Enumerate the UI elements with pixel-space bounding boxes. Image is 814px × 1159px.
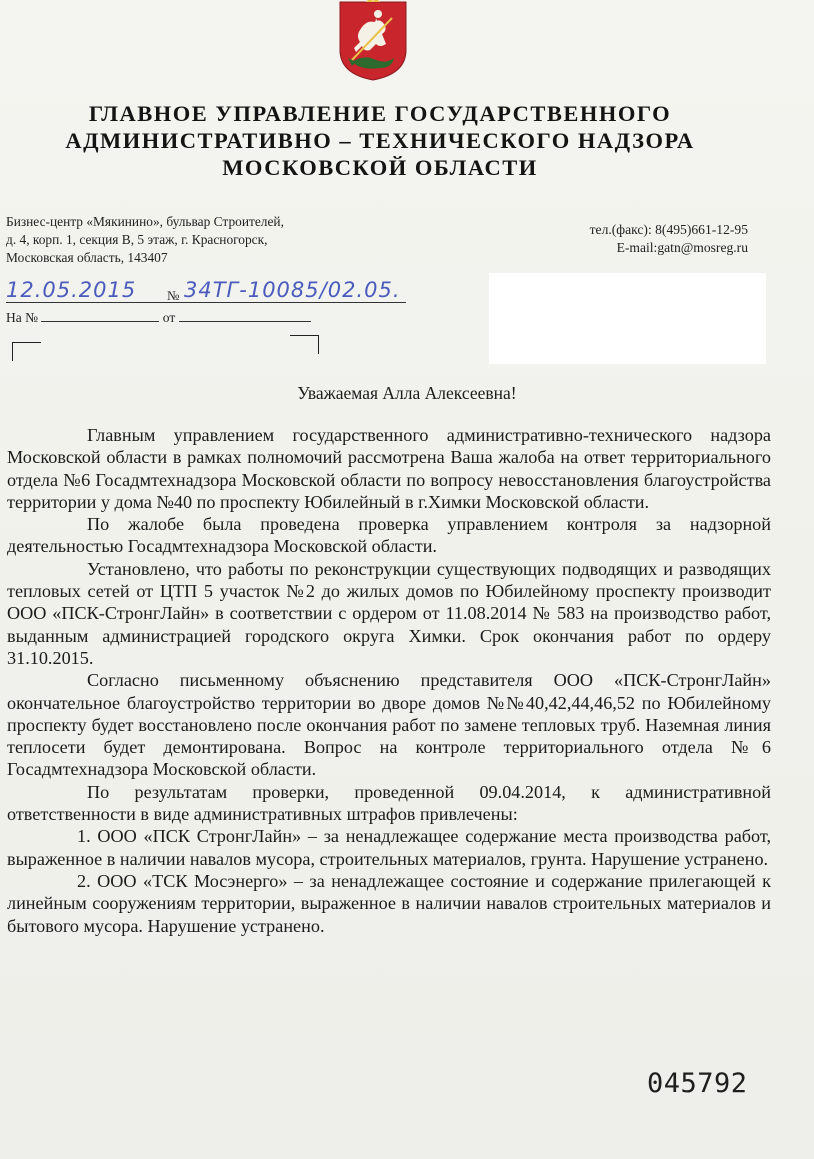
org-title-line-1: ГЛАВНОЕ УПРАВЛЕНИЕ ГОСУДАРСТВЕННОГО [88, 101, 672, 126]
bleed-through-text [330, 40, 333, 59]
address-bracket-right [290, 335, 319, 354]
greeting: Уважаемая Алла Алексеевна! [297, 383, 517, 403]
address-line-1: Бизнес-центр «Мякинино», бульвар Строителей, [6, 214, 284, 229]
org-title-line-2: АДМИНИСТРАТИВНО – ТЕХНИЧЕСКОГО НАДЗОРА [65, 128, 695, 153]
paragraph-4: Согласно письменному объяснению представителя ООО «ПСК-СтронгЛайн» окончательное благоустройство территории во дворе домов №№40,42,44,46,52 по Юбилейному проспекту будет восстановлено после окончания работ по замене тепловых труб. Наземная линия теплосети будет демонтирована. Вопрос на контроле территориального отдела №6 Госадмтехнадзора Московской области. [7, 670, 771, 780]
number-sign: № [167, 288, 180, 303]
phone-fax: тел.(факс): 8(495)661-12-95 [589, 222, 748, 237]
registration-line [6, 276, 406, 304]
address-line-2: д. 4, корп. 1, секция В, 5 этаж, г. Красногорск, [6, 232, 268, 247]
ot-label: от [162, 310, 176, 325]
org-title-line-3: МОСКОВСКОЙ ОБЛАСТИ [222, 155, 538, 180]
paragraph-2: По жалобе была проведена проверка управлением контроля за надзорной деятельностью Госадмтехнадзора Московской области. [7, 514, 771, 557]
paragraph-3: Установлено, что работы по реконструкции существующих подводящих и разводящих тепловых сетей от ЦТП 5 участок №2 до жилых домов по Юбилейному проспекту производит ООО «ПСК-СтронгЛайн» в соответствии с ордером от 11.08.2014 № 583 на производство работ, выданным администрацией городского округа Химки. Срок окончания работ по ордеру 31.10.2015. [7, 558, 771, 668]
ot-blank [179, 309, 311, 322]
redacted-recipient [489, 273, 766, 364]
email: E-mail:gatn@mosreg.ru [616, 240, 748, 255]
paragraph-1: Главным управлением государственного административно-технического надзора Московской области в рамках полномочий рассмотрена Ваша жалоба на ответ территориального отдела №6 Госадмтехнадзора Московской области по вопросу невосстановления благоустройства территории у дома №40 по проспекту Юбилейный в г.Химки Московской области. [7, 425, 771, 512]
registration-underline [6, 302, 406, 303]
paragraph-5: По результатам проверки, проведенной 09.04.2014, к административной ответственности в виде административных штрафов привлечены: [7, 781, 771, 825]
address-line-3: Московская область, 143407 [6, 250, 168, 265]
na-label: На № [6, 310, 38, 325]
list-item-2: 2. ООО «ТСК Мосэнерго» – за ненадлежащее состояние и содержание прилегающей к линейным сооружениям территории, выраженное в наличии навалов строительных материалов и бытового мусора. Нарушение устранено. [7, 870, 771, 936]
coat-of-arms-icon [330, 0, 416, 82]
contact-block [590, 221, 748, 257]
list-item-1: 1. ООО «ПСК СтронгЛайн» – за ненадлежащее содержание места производства работ, выраженное в наличии навалов мусора, строительных материалов, грунта. Нарушение устранено. [7, 826, 771, 869]
letter-body [7, 424, 771, 937]
address-block [6, 213, 284, 267]
serial-number-stamp: 045792 [647, 1068, 748, 1099]
reference-line [6, 309, 311, 326]
organization-title [60, 100, 700, 181]
handwritten-date: 12.05.2015 [6, 278, 137, 302]
na-blank [41, 309, 159, 322]
address-bracket-left [12, 342, 41, 361]
handwritten-number: 34ТГ-10085/02.05. [184, 278, 401, 302]
